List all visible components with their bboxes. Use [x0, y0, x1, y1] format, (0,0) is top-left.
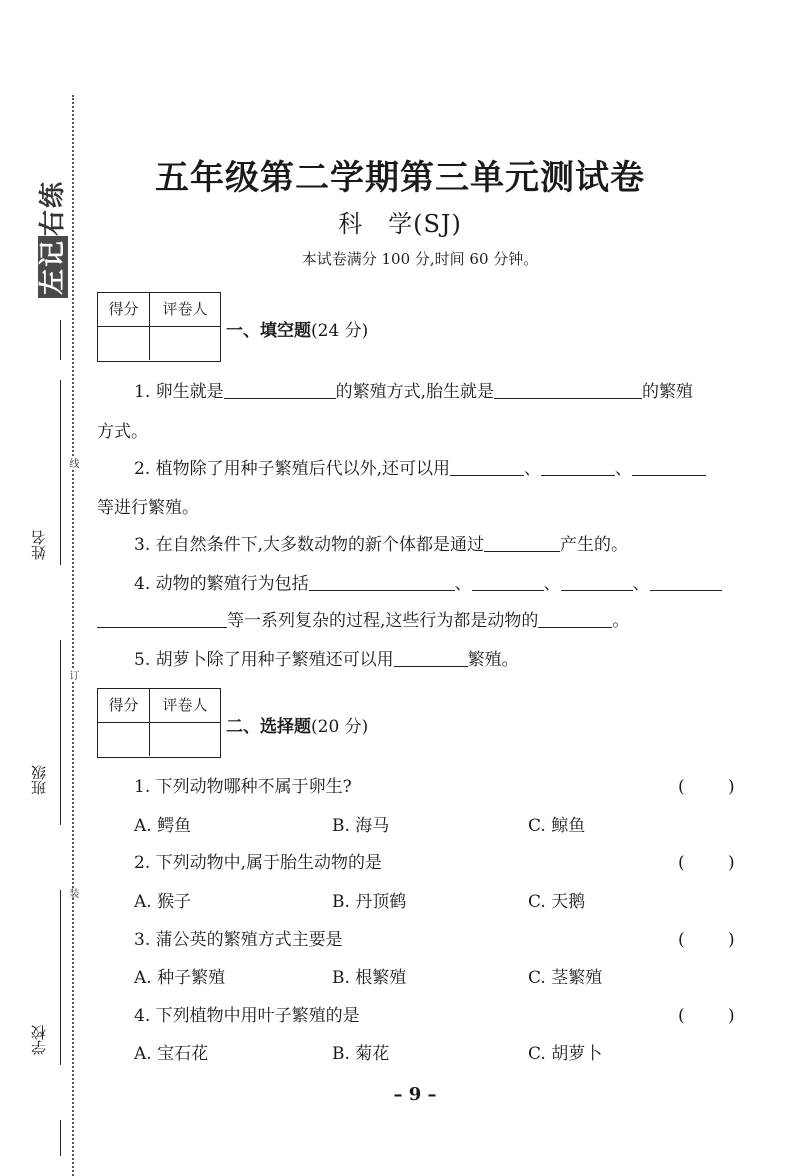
- answer-blank[interactable]: [632, 457, 706, 476]
- fill-question-5: 5. 胡萝卜除了用种子繁殖还可以用 繁殖。: [134, 650, 519, 670]
- top-rule: [20, 320, 60, 360]
- option-a[interactable]: A. 宝石花: [134, 1044, 209, 1064]
- brand-text-b: 右练: [38, 179, 68, 236]
- fill-question-1-cont: 方式。: [97, 422, 148, 442]
- score-cell[interactable]: [98, 327, 150, 360]
- option-a[interactable]: A. 猴子: [134, 892, 192, 912]
- grader-cell[interactable]: [150, 723, 220, 756]
- choice-options-2: [134, 890, 742, 914]
- section1-title: 一、填空题(24 分): [226, 321, 369, 341]
- fill-question-2: 2. 植物除了用种子繁殖后代以外,还可以用 、 、: [134, 457, 742, 481]
- section2-title: 二、选择题(20 分): [226, 717, 369, 737]
- grader-cell[interactable]: [150, 327, 220, 360]
- score-label: 得分: [98, 293, 150, 326]
- option-b[interactable]: B. 菊花: [332, 1044, 390, 1064]
- brand-text-a: 左记: [38, 236, 68, 298]
- answer-paren-open[interactable]: (: [678, 1006, 685, 1026]
- fill-question-4: 4. 动物的繁殖行为包括 、 、 、: [134, 572, 742, 596]
- option-a[interactable]: A. 种子繁殖: [134, 968, 226, 988]
- school-field[interactable]: [20, 890, 60, 1075]
- subject-subtitle: 科 学(SJ): [338, 210, 462, 238]
- score-label: 得分: [98, 689, 150, 722]
- question-stem: 2. 下列动物中,属于胎生动物的是: [134, 853, 383, 873]
- question-stem: 4. 下列植物中用叶子繁殖的是: [134, 1006, 360, 1026]
- choice-question-3: [134, 928, 742, 952]
- answer-blank[interactable]: [484, 533, 560, 552]
- answer-blank[interactable]: [472, 572, 544, 591]
- name-field[interactable]: [20, 380, 60, 565]
- class-label: 班级: [30, 765, 48, 795]
- option-b[interactable]: B. 海马: [332, 816, 390, 836]
- grader-label: 评卷人: [162, 300, 208, 318]
- exam-note: 本试卷满分 100 分,时间 60 分钟。: [301, 250, 539, 268]
- option-b[interactable]: B. 根繁殖: [332, 968, 407, 988]
- answer-paren-close: ): [728, 1006, 735, 1026]
- option-c[interactable]: C. 茎繁殖: [528, 968, 603, 988]
- option-c[interactable]: C. 鲸鱼: [528, 816, 586, 836]
- answer-paren-close: ): [728, 777, 735, 797]
- answer-blank[interactable]: [309, 572, 455, 591]
- option-b[interactable]: B. 丹顶鹤: [332, 892, 407, 912]
- fill-question-4-cont: 等一系列复杂的过程,这些行为都是动物的 。: [97, 609, 742, 633]
- option-c[interactable]: C. 胡萝卜: [528, 1044, 603, 1064]
- answer-blank[interactable]: [541, 457, 615, 476]
- school-label: 学校: [30, 1025, 48, 1055]
- score-box-2: [97, 688, 221, 758]
- answer-blank[interactable]: [97, 609, 227, 628]
- cut-mark-zhuang: 装: [67, 888, 78, 898]
- fill-question-3: 3. 在自然条件下,大多数动物的新个体都是通过 产生的。: [134, 535, 629, 555]
- page-number: – 9 –: [393, 1084, 437, 1105]
- answer-blank[interactable]: [224, 380, 336, 399]
- fill-question-2-cont: 等进行繁殖。: [97, 498, 199, 518]
- choice-options-3: [134, 966, 742, 990]
- option-a[interactable]: A. 鳄鱼: [134, 816, 192, 836]
- answer-paren-open[interactable]: (: [678, 930, 685, 950]
- score-cell[interactable]: [98, 723, 150, 756]
- score-box-1: [97, 292, 221, 362]
- cut-mark-ding: 订: [67, 670, 78, 680]
- choice-options-4: [134, 1042, 742, 1066]
- school-line: [60, 890, 61, 1065]
- answer-paren-close: ): [728, 853, 735, 873]
- answer-blank[interactable]: [538, 609, 612, 628]
- answer-paren-close: ): [728, 930, 735, 950]
- answer-blank[interactable]: [450, 457, 524, 476]
- question-stem: 3. 蒲公英的繁殖方式主要是: [134, 930, 343, 950]
- fill-question-1: 1. 卵生就是 的繁殖方式,胎生就是 的繁殖: [134, 382, 694, 402]
- answer-blank[interactable]: [494, 380, 642, 399]
- answer-paren-open[interactable]: (: [678, 853, 685, 873]
- name-line: [60, 380, 61, 565]
- name-label: 姓名: [30, 530, 48, 560]
- choice-question-2: [134, 851, 742, 875]
- class-field[interactable]: [20, 640, 60, 825]
- choice-question-4: [134, 1004, 742, 1028]
- question-stem: 1. 下列动物哪种不属于卵生?: [134, 777, 352, 797]
- answer-blank[interactable]: [394, 648, 468, 667]
- cut-mark-xian: 线: [67, 458, 78, 468]
- grader-label: 评卷人: [162, 696, 208, 714]
- answer-paren-open[interactable]: (: [678, 777, 685, 797]
- option-c[interactable]: C. 天鹅: [528, 892, 586, 912]
- choice-options-1: [134, 814, 742, 838]
- bottom-rule: [20, 1120, 60, 1156]
- answer-blank[interactable]: [650, 572, 722, 591]
- page-title: 五年级第二学期第三单元测试卷: [155, 158, 645, 198]
- answer-blank[interactable]: [561, 572, 633, 591]
- class-line: [60, 640, 61, 825]
- choice-question-1: [134, 775, 742, 799]
